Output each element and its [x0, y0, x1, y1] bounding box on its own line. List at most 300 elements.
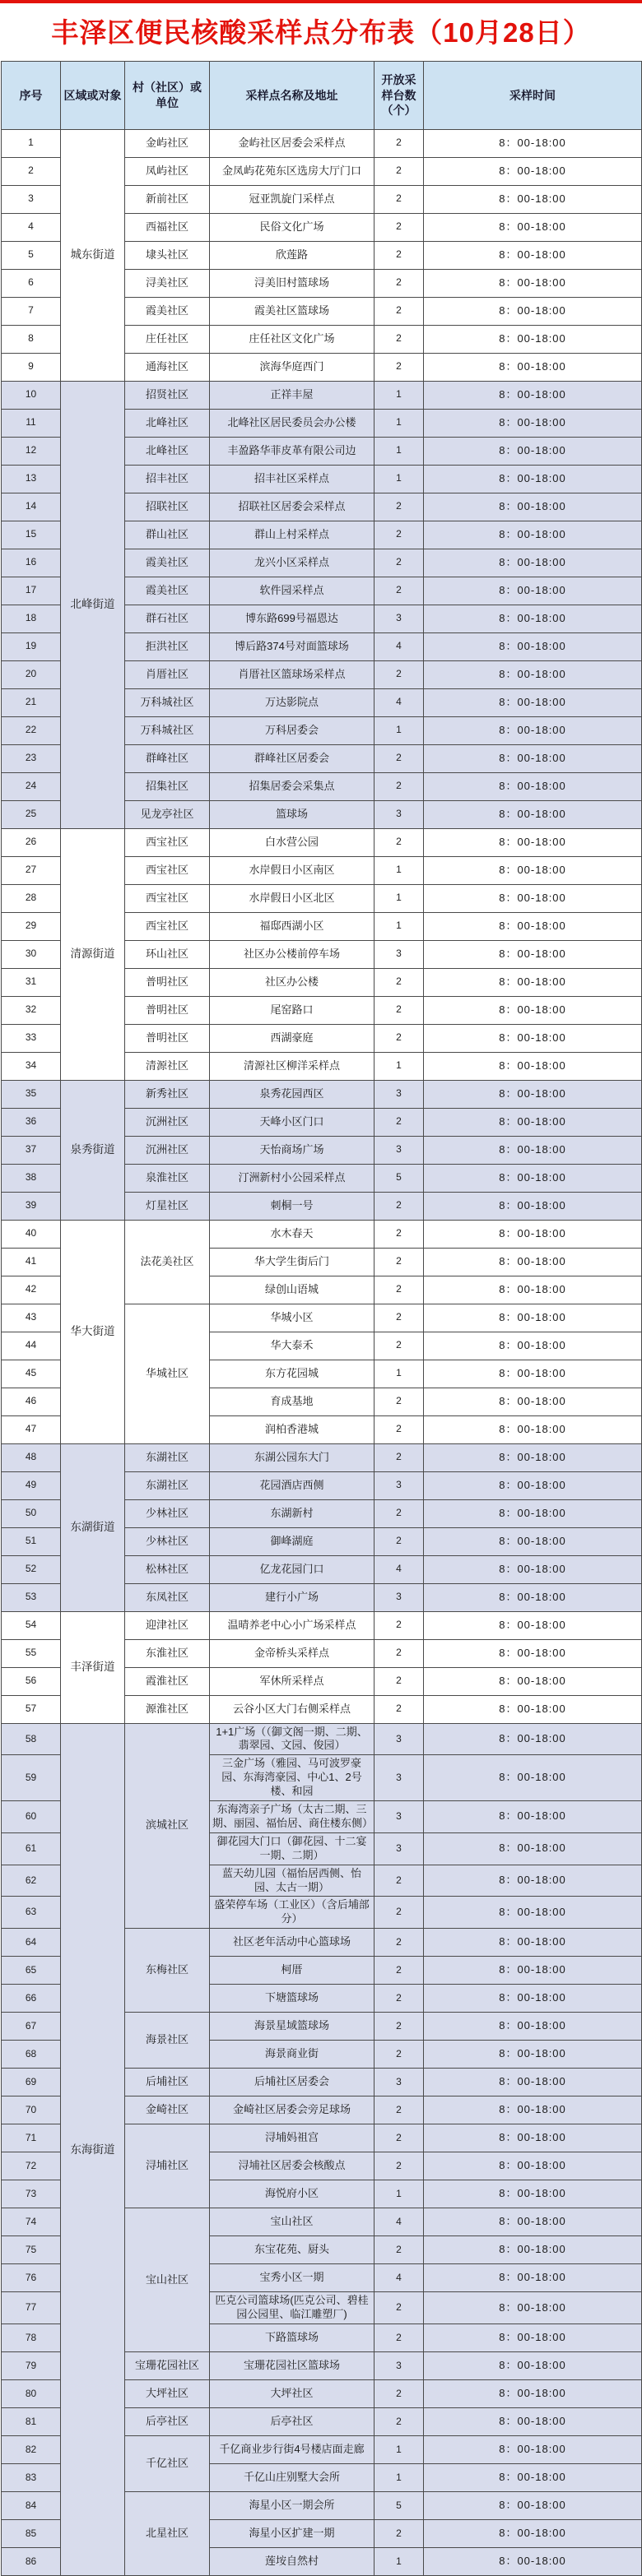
- cell-index: 75: [2, 2236, 61, 2264]
- cell-site: 亿龙花园门口: [210, 1555, 374, 1583]
- cell-stations: 2: [374, 241, 424, 269]
- cell-stations: 2: [374, 577, 424, 605]
- cell-stations: 2: [374, 1499, 424, 1527]
- cell-site: 西湖豪庭: [210, 1024, 374, 1052]
- cell-community: 沉洲社区: [125, 1136, 210, 1164]
- cell-stations: 3: [374, 1583, 424, 1611]
- cell-site: 篮球场: [210, 800, 374, 828]
- cell-site: 龙兴小区采样点: [210, 549, 374, 577]
- cell-time: 8：00-18:00: [424, 2264, 642, 2292]
- cell-index: 66: [2, 1985, 61, 2013]
- cell-index: 24: [2, 772, 61, 800]
- cell-time: 8：00-18:00: [424, 577, 642, 605]
- cell-community: 环山社区: [125, 940, 210, 968]
- cell-community: 宝珊花园社区: [125, 2351, 210, 2379]
- cell-site: 后亭社区: [210, 2407, 374, 2435]
- cell-time: 8：00-18:00: [424, 297, 642, 325]
- cell-index: 30: [2, 940, 61, 968]
- cell-stations: 3: [374, 605, 424, 632]
- cell-stations: 1: [374, 716, 424, 744]
- cell-stations: 1: [374, 437, 424, 465]
- table-body: [2, 129, 642, 2575]
- cell-time: 8：00-18:00: [424, 2379, 642, 2407]
- cell-time: 8：00-18:00: [424, 856, 642, 884]
- cell-community: 见龙亭社区: [125, 800, 210, 828]
- cell-time: 8：00-18:00: [424, 185, 642, 213]
- cell-site: 下路篮球场: [210, 2323, 374, 2351]
- cell-site: 东湖新村: [210, 1499, 374, 1527]
- cell-community: 西宝社区: [125, 856, 210, 884]
- cell-community: 金崎社区: [125, 2096, 210, 2124]
- cell-community: 滨城社区: [125, 1723, 210, 1929]
- cell-site: 花园酒店西侧: [210, 1471, 374, 1499]
- cell-stations: 2: [374, 1865, 424, 1897]
- cell-community: 霞淮社区: [125, 1667, 210, 1695]
- cell-stations: 3: [374, 2069, 424, 2096]
- cell-index: 60: [2, 1801, 61, 1833]
- cell-community: 北峰社区: [125, 409, 210, 437]
- cell-time: 8：00-18:00: [424, 1360, 642, 1388]
- cell-site: 博后路374号对面篮球场: [210, 632, 374, 660]
- cell-community: 宝山社区: [125, 2208, 210, 2352]
- sampling-points-table: [1, 61, 642, 2576]
- cell-index: 49: [2, 1471, 61, 1499]
- cell-index: 59: [2, 1755, 61, 1801]
- cell-index: 63: [2, 1897, 61, 1929]
- cell-community: 千亿社区: [125, 2435, 210, 2491]
- cell-time: 8：00-18:00: [424, 772, 642, 800]
- cell-site: 招丰社区采样点: [210, 465, 374, 493]
- cell-community: 法花美社区: [125, 1220, 210, 1304]
- cell-time: 8：00-18:00: [424, 1832, 642, 1865]
- cell-site: 尾窑路口: [210, 996, 374, 1024]
- cell-site: 民俗文化广场: [210, 213, 374, 241]
- cell-stations: 2: [374, 1527, 424, 1555]
- cell-time: 8：00-18:00: [424, 129, 642, 157]
- cell-stations: 2: [374, 2096, 424, 2124]
- cell-index: 81: [2, 2407, 61, 2435]
- cell-stations: 2: [374, 2407, 424, 2435]
- cell-site: 金帝桥头采样点: [210, 1639, 374, 1667]
- cell-index: 53: [2, 1583, 61, 1611]
- cell-stations: 2: [374, 1332, 424, 1360]
- cell-time: 8：00-18:00: [424, 2407, 642, 2435]
- cell-index: 48: [2, 1443, 61, 1471]
- cell-street: 丰泽街道: [61, 1611, 125, 1723]
- cell-time: 8：00-18:00: [424, 1220, 642, 1248]
- cell-stations: 2: [374, 1108, 424, 1136]
- cell-time: 8：00-18:00: [424, 968, 642, 996]
- cell-street: 东湖街道: [61, 1443, 125, 1611]
- cell-site: 社区老年活动中心篮球场: [210, 1929, 374, 1957]
- cell-index: 78: [2, 2323, 61, 2351]
- cell-index: 70: [2, 2096, 61, 2124]
- cell-site: 博东路699号福恩达: [210, 605, 374, 632]
- column-header: 村（社区）或单位: [125, 61, 210, 129]
- cell-index: 2: [2, 157, 61, 185]
- cell-stations: 3: [374, 1080, 424, 1108]
- cell-index: 79: [2, 2351, 61, 2379]
- cell-site: 浔埔社区居委会核酸点: [210, 2152, 374, 2180]
- cell-time: 8：00-18:00: [424, 465, 642, 493]
- cell-stations: 2: [374, 269, 424, 297]
- cell-stations: 2: [374, 968, 424, 996]
- cell-community: 华城社区: [125, 1304, 210, 1443]
- cell-index: 41: [2, 1248, 61, 1276]
- cell-time: 8：00-18:00: [424, 2236, 642, 2264]
- cell-time: 8：00-18:00: [424, 2351, 642, 2379]
- cell-time: 8：00-18:00: [424, 688, 642, 716]
- cell-site: 北峰社区居民委员会办公楼: [210, 409, 374, 437]
- cell-index: 31: [2, 968, 61, 996]
- cell-time: 8：00-18:00: [424, 2096, 642, 2124]
- cell-site: 社区办公楼前停车场: [210, 940, 374, 968]
- cell-stations: 2: [374, 2236, 424, 2264]
- cell-time: 8：00-18:00: [424, 1136, 642, 1164]
- cell-stations: 4: [374, 688, 424, 716]
- cell-time: 8：00-18:00: [424, 1801, 642, 1833]
- cell-street: 东海街道: [61, 1723, 125, 2575]
- column-header: 采样时间: [424, 61, 642, 129]
- cell-community: 灯星社区: [125, 1192, 210, 1220]
- cell-stations: 2: [374, 1024, 424, 1052]
- cell-community: 普明社区: [125, 968, 210, 996]
- cell-community: 群山社区: [125, 521, 210, 549]
- cell-time: 8：00-18:00: [424, 437, 642, 465]
- cell-time: 8：00-18:00: [424, 1929, 642, 1957]
- cell-site: 丰盈路华菲皮革有限公司边: [210, 437, 374, 465]
- cell-community: 东湖社区: [125, 1471, 210, 1499]
- cell-site: 万科居委会: [210, 716, 374, 744]
- cell-community: 群石社区: [125, 605, 210, 632]
- cell-site: 浔埔妈祖宫: [210, 2124, 374, 2152]
- cell-time: 8：00-18:00: [424, 1499, 642, 1527]
- cell-site: 社区办公楼: [210, 968, 374, 996]
- cell-time: 8：00-18:00: [424, 716, 642, 744]
- cell-index: 72: [2, 2152, 61, 2180]
- cell-community: 后亭社区: [125, 2407, 210, 2435]
- cell-index: 19: [2, 632, 61, 660]
- cell-site: 泉秀花园西区: [210, 1080, 374, 1108]
- cell-site: 海星小区一期会所: [210, 2491, 374, 2519]
- cell-index: 14: [2, 493, 61, 521]
- cell-community: 浔埔社区: [125, 2124, 210, 2208]
- cell-index: 57: [2, 1695, 61, 1723]
- cell-time: 8：00-18:00: [424, 1611, 642, 1639]
- cell-index: 47: [2, 1415, 61, 1443]
- cell-time: 8：00-18:00: [424, 744, 642, 772]
- cell-stations: 3: [374, 1755, 424, 1801]
- cell-time: 8：00-18:00: [424, 828, 642, 856]
- cell-stations: 2: [374, 1611, 424, 1639]
- cell-stations: 2: [374, 521, 424, 549]
- cell-stations: 1: [374, 381, 424, 409]
- table-row: [2, 381, 642, 409]
- cell-community: 新前社区: [125, 185, 210, 213]
- cell-community: 北峰社区: [125, 437, 210, 465]
- cell-site: 1+1广场（（御文阁一期、二期、翡翠园、文园、俊园）: [210, 1723, 374, 1755]
- cell-stations: 2: [374, 1897, 424, 1929]
- cell-community: 东凤社区: [125, 1583, 210, 1611]
- cell-site: 三金广场（雅园、马可波罗豪园、东海湾豪园、中心1、2号楼、和园: [210, 1755, 374, 1801]
- cell-stations: 4: [374, 1555, 424, 1583]
- cell-stations: 2: [374, 2041, 424, 2069]
- cell-index: 27: [2, 856, 61, 884]
- cell-stations: 1: [374, 884, 424, 912]
- cell-time: 8：00-18:00: [424, 996, 642, 1024]
- cell-community: 西宝社区: [125, 828, 210, 856]
- cell-stations: 1: [374, 2180, 424, 2208]
- column-header: 区域或对象: [61, 61, 125, 129]
- cell-index: 82: [2, 2435, 61, 2463]
- cell-time: 8：00-18:00: [424, 1639, 642, 1667]
- cell-stations: 2: [374, 2152, 424, 2180]
- column-header: 开放采样台数（个）: [374, 61, 424, 129]
- cell-site: 宝山社区: [210, 2208, 374, 2236]
- cell-street: 泉秀街道: [61, 1080, 125, 1220]
- cell-site: 润柏香港城: [210, 1415, 374, 1443]
- cell-stations: 2: [374, 744, 424, 772]
- cell-stations: 2: [374, 325, 424, 353]
- cell-index: 83: [2, 2463, 61, 2491]
- cell-site: 东宝花苑、厨头: [210, 2236, 374, 2264]
- cell-stations: 3: [374, 1832, 424, 1865]
- cell-index: 51: [2, 1527, 61, 1555]
- cell-index: 64: [2, 1929, 61, 1957]
- cell-site: 绿创山语城: [210, 1276, 374, 1304]
- table-row: [2, 1443, 642, 1471]
- cell-index: 39: [2, 1192, 61, 1220]
- cell-stations: 3: [374, 1471, 424, 1499]
- cell-index: 20: [2, 660, 61, 688]
- cell-index: 45: [2, 1360, 61, 1388]
- cell-community: 迎津社区: [125, 1611, 210, 1639]
- cell-index: 55: [2, 1639, 61, 1667]
- cell-index: 21: [2, 688, 61, 716]
- cell-site: 东湖公园东大门: [210, 1443, 374, 1471]
- cell-site: 浔美旧村篮球场: [210, 269, 374, 297]
- cell-stations: 3: [374, 1723, 424, 1755]
- table-row: [2, 1220, 642, 1248]
- cell-street: 清源街道: [61, 828, 125, 1080]
- cell-time: 8：00-18:00: [424, 381, 642, 409]
- cell-stations: 1: [374, 2463, 424, 2491]
- cell-community: 群峰社区: [125, 744, 210, 772]
- cell-time: 8：00-18:00: [424, 1897, 642, 1929]
- cell-stations: 2: [374, 772, 424, 800]
- cell-community: 清源社区: [125, 1052, 210, 1080]
- cell-stations: 3: [374, 1136, 424, 1164]
- cell-stations: 2: [374, 2323, 424, 2351]
- cell-community: 后埔社区: [125, 2069, 210, 2096]
- cell-index: 86: [2, 2547, 61, 2575]
- cell-community: 招联社区: [125, 493, 210, 521]
- cell-stations: 2: [374, 1192, 424, 1220]
- cell-site: 刺桐一号: [210, 1192, 374, 1220]
- header-row: [2, 61, 642, 129]
- cell-time: 8：00-18:00: [424, 549, 642, 577]
- cell-site: 群峰社区居委会: [210, 744, 374, 772]
- cell-stations: 3: [374, 1801, 424, 1833]
- table-row: [2, 129, 642, 157]
- cell-site: 水岸假日小区南区: [210, 856, 374, 884]
- cell-time: 8：00-18:00: [424, 912, 642, 940]
- cell-site: 大坪社区: [210, 2379, 374, 2407]
- cell-index: 85: [2, 2519, 61, 2547]
- cell-site: 温晴养老中心小广场采样点: [210, 1611, 374, 1639]
- cell-index: 9: [2, 353, 61, 381]
- cell-time: 8：00-18:00: [424, 1080, 642, 1108]
- cell-stations: 2: [374, 1929, 424, 1957]
- cell-time: 8：00-18:00: [424, 1248, 642, 1276]
- cell-time: 8：00-18:00: [424, 2069, 642, 2096]
- cell-site: 千亿商业步行街4号楼店面走廊: [210, 2435, 374, 2463]
- cell-community: 埭头社区: [125, 241, 210, 269]
- cell-stations: 1: [374, 2435, 424, 2463]
- cell-time: 8：00-18:00: [424, 1583, 642, 1611]
- cell-site: 福邸西湖小区: [210, 912, 374, 940]
- cell-index: 29: [2, 912, 61, 940]
- cell-community: 万科城社区: [125, 688, 210, 716]
- cell-site: 育成基地: [210, 1388, 374, 1415]
- cell-stations: 2: [374, 185, 424, 213]
- cell-site: 蓝天幼儿园（福怡居西侧、怡园、太古一期）: [210, 1865, 374, 1897]
- cell-stations: 2: [374, 1304, 424, 1332]
- cell-stations: 2: [374, 996, 424, 1024]
- cell-site: 群山上村采样点: [210, 521, 374, 549]
- cell-stations: 2: [374, 660, 424, 688]
- cell-index: 74: [2, 2208, 61, 2236]
- cell-stations: 5: [374, 2491, 424, 2519]
- cell-time: 8：00-18:00: [424, 213, 642, 241]
- cell-time: 8：00-18:00: [424, 2519, 642, 2547]
- cell-site: 金崎社区居委会旁足球场: [210, 2096, 374, 2124]
- cell-site: 招联社区居委会采样点: [210, 493, 374, 521]
- cell-time: 8：00-18:00: [424, 1276, 642, 1304]
- cell-stations: 1: [374, 2547, 424, 2575]
- cell-index: 18: [2, 605, 61, 632]
- cell-stations: 2: [374, 1276, 424, 1304]
- cell-index: 80: [2, 2379, 61, 2407]
- cell-community: 凤屿社区: [125, 157, 210, 185]
- cell-time: 8：00-18:00: [424, 1108, 642, 1136]
- cell-time: 8：00-18:00: [424, 605, 642, 632]
- cell-index: 3: [2, 185, 61, 213]
- cell-time: 8：00-18:00: [424, 660, 642, 688]
- cell-community: 海景社区: [125, 2013, 210, 2069]
- cell-community: 西宝社区: [125, 884, 210, 912]
- cell-time: 8：00-18:00: [424, 493, 642, 521]
- cell-time: 8：00-18:00: [424, 2491, 642, 2519]
- column-header: 采样点名称及地址: [210, 61, 374, 129]
- cell-index: 22: [2, 716, 61, 744]
- cell-index: 16: [2, 549, 61, 577]
- cell-stations: 2: [374, 1985, 424, 2013]
- cell-index: 43: [2, 1304, 61, 1332]
- cell-community: 招丰社区: [125, 465, 210, 493]
- cell-stations: 1: [374, 409, 424, 437]
- cell-site: 滨海华庭西门: [210, 353, 374, 381]
- cell-time: 8：00-18:00: [424, 1332, 642, 1360]
- cell-time: 8：00-18:00: [424, 1164, 642, 1192]
- cell-index: 6: [2, 269, 61, 297]
- cell-site: 白水营公园: [210, 828, 374, 856]
- cell-index: 36: [2, 1108, 61, 1136]
- cell-stations: 1: [374, 856, 424, 884]
- cell-time: 8：00-18:00: [424, 2013, 642, 2041]
- cell-index: 76: [2, 2264, 61, 2292]
- cell-site: 云谷小区大门右侧采样点: [210, 1695, 374, 1723]
- cell-site: 华城小区: [210, 1304, 374, 1332]
- cell-index: 56: [2, 1667, 61, 1695]
- cell-index: 38: [2, 1164, 61, 1192]
- cell-time: 8：00-18:00: [424, 800, 642, 828]
- cell-site: 金凤屿花苑东区选房大厅门口: [210, 157, 374, 185]
- cell-time: 8：00-18:00: [424, 1527, 642, 1555]
- cell-community: 松林社区: [125, 1555, 210, 1583]
- cell-site: 御花园大门口（御花园、十二宴一期、二期）: [210, 1832, 374, 1865]
- cell-index: 58: [2, 1723, 61, 1755]
- cell-community: 招集社区: [125, 772, 210, 800]
- cell-community: 少林社区: [125, 1499, 210, 1527]
- cell-index: 61: [2, 1832, 61, 1865]
- cell-site: 盛荣停车场（工业区）（含后埔部分）: [210, 1897, 374, 1929]
- cell-index: 44: [2, 1332, 61, 1360]
- cell-site: 汀洲新村小公园采样点: [210, 1164, 374, 1192]
- cell-index: 4: [2, 213, 61, 241]
- cell-site: 下塘篮球场: [210, 1985, 374, 2013]
- cell-time: 8：00-18:00: [424, 2323, 642, 2351]
- cell-community: 泉淮社区: [125, 1164, 210, 1192]
- cell-site: 水木春天: [210, 1220, 374, 1248]
- cell-index: 69: [2, 2069, 61, 2096]
- cell-community: 肖厝社区: [125, 660, 210, 688]
- cell-stations: 2: [374, 2379, 424, 2407]
- cell-site: 招集居委会采集点: [210, 772, 374, 800]
- cell-community: 东淮社区: [125, 1639, 210, 1667]
- cell-stations: 5: [374, 1164, 424, 1192]
- cell-street: 城东街道: [61, 129, 125, 381]
- cell-stations: 3: [374, 800, 424, 828]
- cell-site: 柯厝: [210, 1957, 374, 1985]
- cell-community: 普明社区: [125, 1024, 210, 1052]
- cell-time: 8：00-18:00: [424, 409, 642, 437]
- cell-stations: 2: [374, 213, 424, 241]
- cell-index: 23: [2, 744, 61, 772]
- cell-time: 8：00-18:00: [424, 1865, 642, 1897]
- table-row: [2, 1611, 642, 1639]
- cell-stations: 2: [374, 297, 424, 325]
- cell-time: 8：00-18:00: [424, 1024, 642, 1052]
- cell-time: 8：00-18:00: [424, 1755, 642, 1801]
- cell-time: 8：00-18:00: [424, 1555, 642, 1583]
- column-header: 序号: [2, 61, 61, 129]
- cell-time: 8：00-18:00: [424, 241, 642, 269]
- cell-stations: 1: [374, 1052, 424, 1080]
- cell-time: 8：00-18:00: [424, 1723, 642, 1755]
- cell-community: 霞美社区: [125, 577, 210, 605]
- cell-site: 华大学生街后门: [210, 1248, 374, 1276]
- cell-stations: 2: [374, 1639, 424, 1667]
- cell-index: 84: [2, 2491, 61, 2519]
- cell-site: 宝珊花园社区篮球场: [210, 2351, 374, 2379]
- cell-time: 8：00-18:00: [424, 1443, 642, 1471]
- cell-community: 浔美社区: [125, 269, 210, 297]
- cell-time: 8：00-18:00: [424, 1052, 642, 1080]
- cell-stations: 2: [374, 1220, 424, 1248]
- cell-index: 50: [2, 1499, 61, 1527]
- cell-stations: 1: [374, 912, 424, 940]
